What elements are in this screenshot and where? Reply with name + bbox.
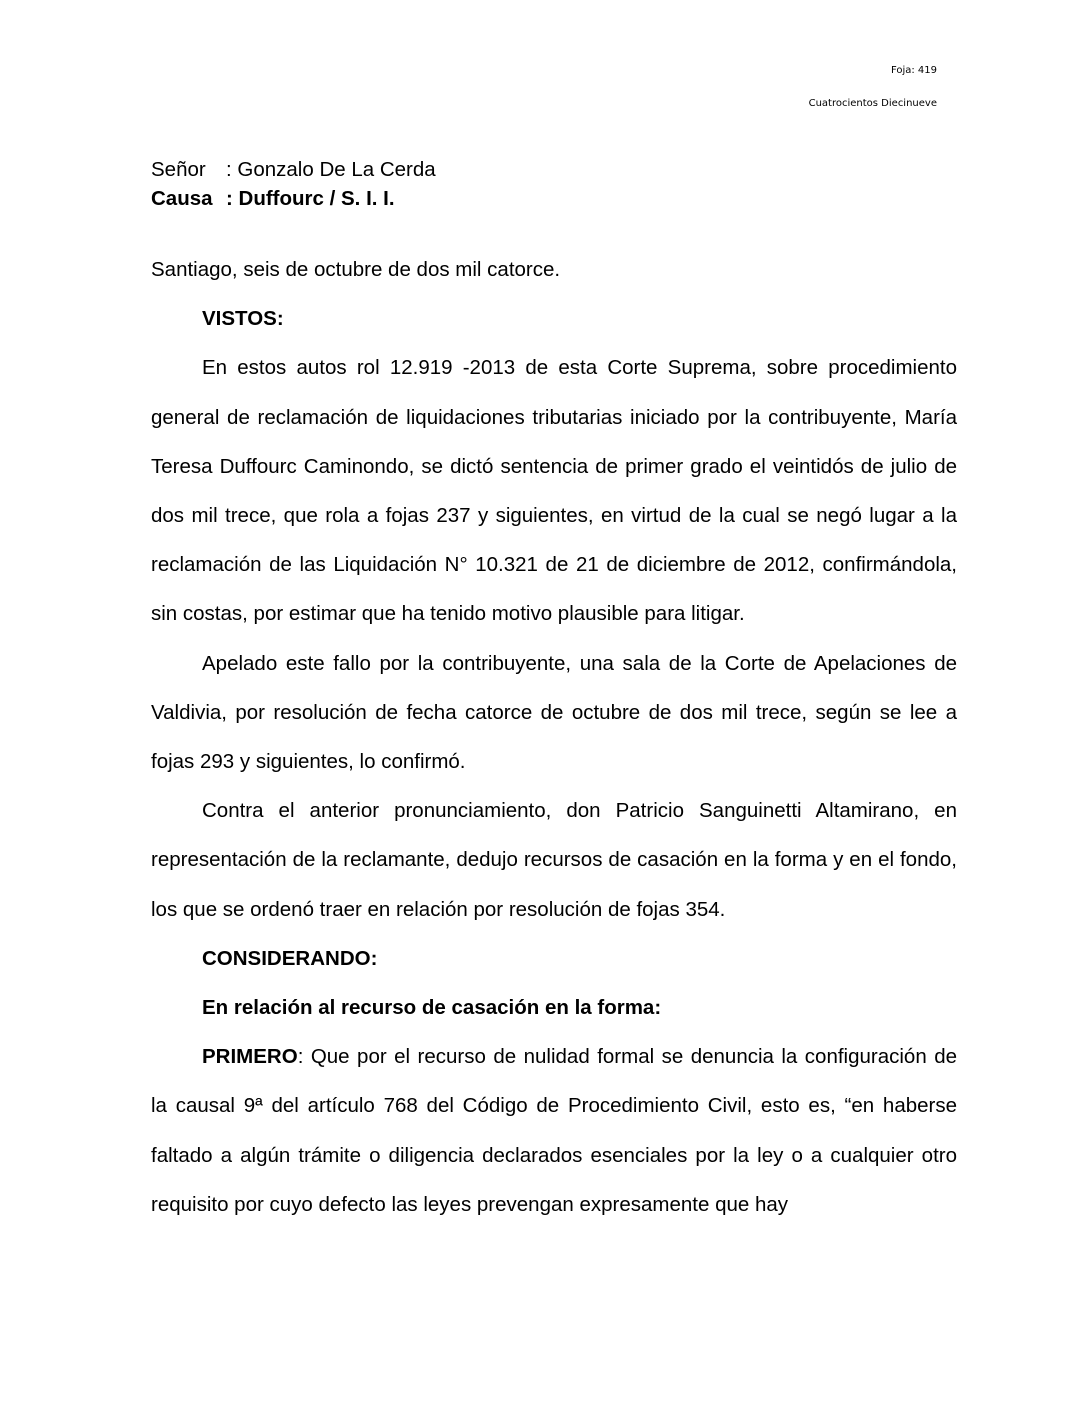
date-line: Santiago, seis de octubre de dos mil catorce. (151, 258, 561, 281)
foja-number: Foja: 419 (890, 65, 937, 76)
considerando-heading: CONSIDERANDO: (202, 946, 378, 970)
senor-label: Señor (151, 158, 206, 181)
vistos-heading: VISTOS: (202, 307, 284, 331)
causa-value: : Duffourc / S. I. I. (226, 187, 395, 210)
foja-words: Cuatrocientos Diecinueve (808, 98, 937, 109)
senor-value: : Gonzalo De La Cerda (226, 158, 436, 181)
document-body (151, 245, 957, 1229)
meta-causa (151, 185, 395, 213)
causa-label: Causa (151, 187, 213, 210)
paragraph-primero (151, 1032, 957, 1229)
paragraph-1: En estos autos rol 12.919 -2013 de esta Corte Suprema, sobre procedimiento general de reclamación de liquidaciones tributarias iniciado por la contribuyente, María Teresa Duffourc Caminondo, se dictó sentencia de primer grado el veintidós de julio de dos mil trece, que rola a fojas 237 y siguientes, en virtud de la cual se negó lugar a la reclamación de las Liquidación N° 10.321 de 21 de diciembre de 2012, confirmándola, sin costas, por estimar que ha tenido motivo plausible para litigar. (151, 356, 957, 626)
forma-subheading: En relación al recurso de casación en la forma: (202, 996, 662, 1020)
primero-text: : Que por el recurso de nulidad formal se denuncia la configuración de la causal 9ª del artículo 768 del Código de Procedimiento Civil, esto es, “en haberse faltado a algún trámite o diligencia declarados esenciales por la ley o a cualquier otro requisito por cuyo defecto las leyes prevengan expresamente que hay (151, 1045, 957, 1216)
paragraph-2: Apelado este fallo por la contribuyente, una sala de la Corte de Apelaciones de Valdivia, por resolución de fecha catorce de octubre de dos mil trece, según se lee a fojas 293 y siguientes, lo confirmó. (151, 651, 957, 774)
meta-senor (151, 156, 436, 184)
paragraph-3: Contra el anterior pronunciamiento, don Patricio Sanguinetti Altamirano, en representación de la reclamante, dedujo recursos de casación en la forma y en el fondo, los que se ordenó traer en relación por resolución de fojas 354. (151, 799, 957, 921)
primero-label: PRIMERO (202, 1045, 298, 1069)
